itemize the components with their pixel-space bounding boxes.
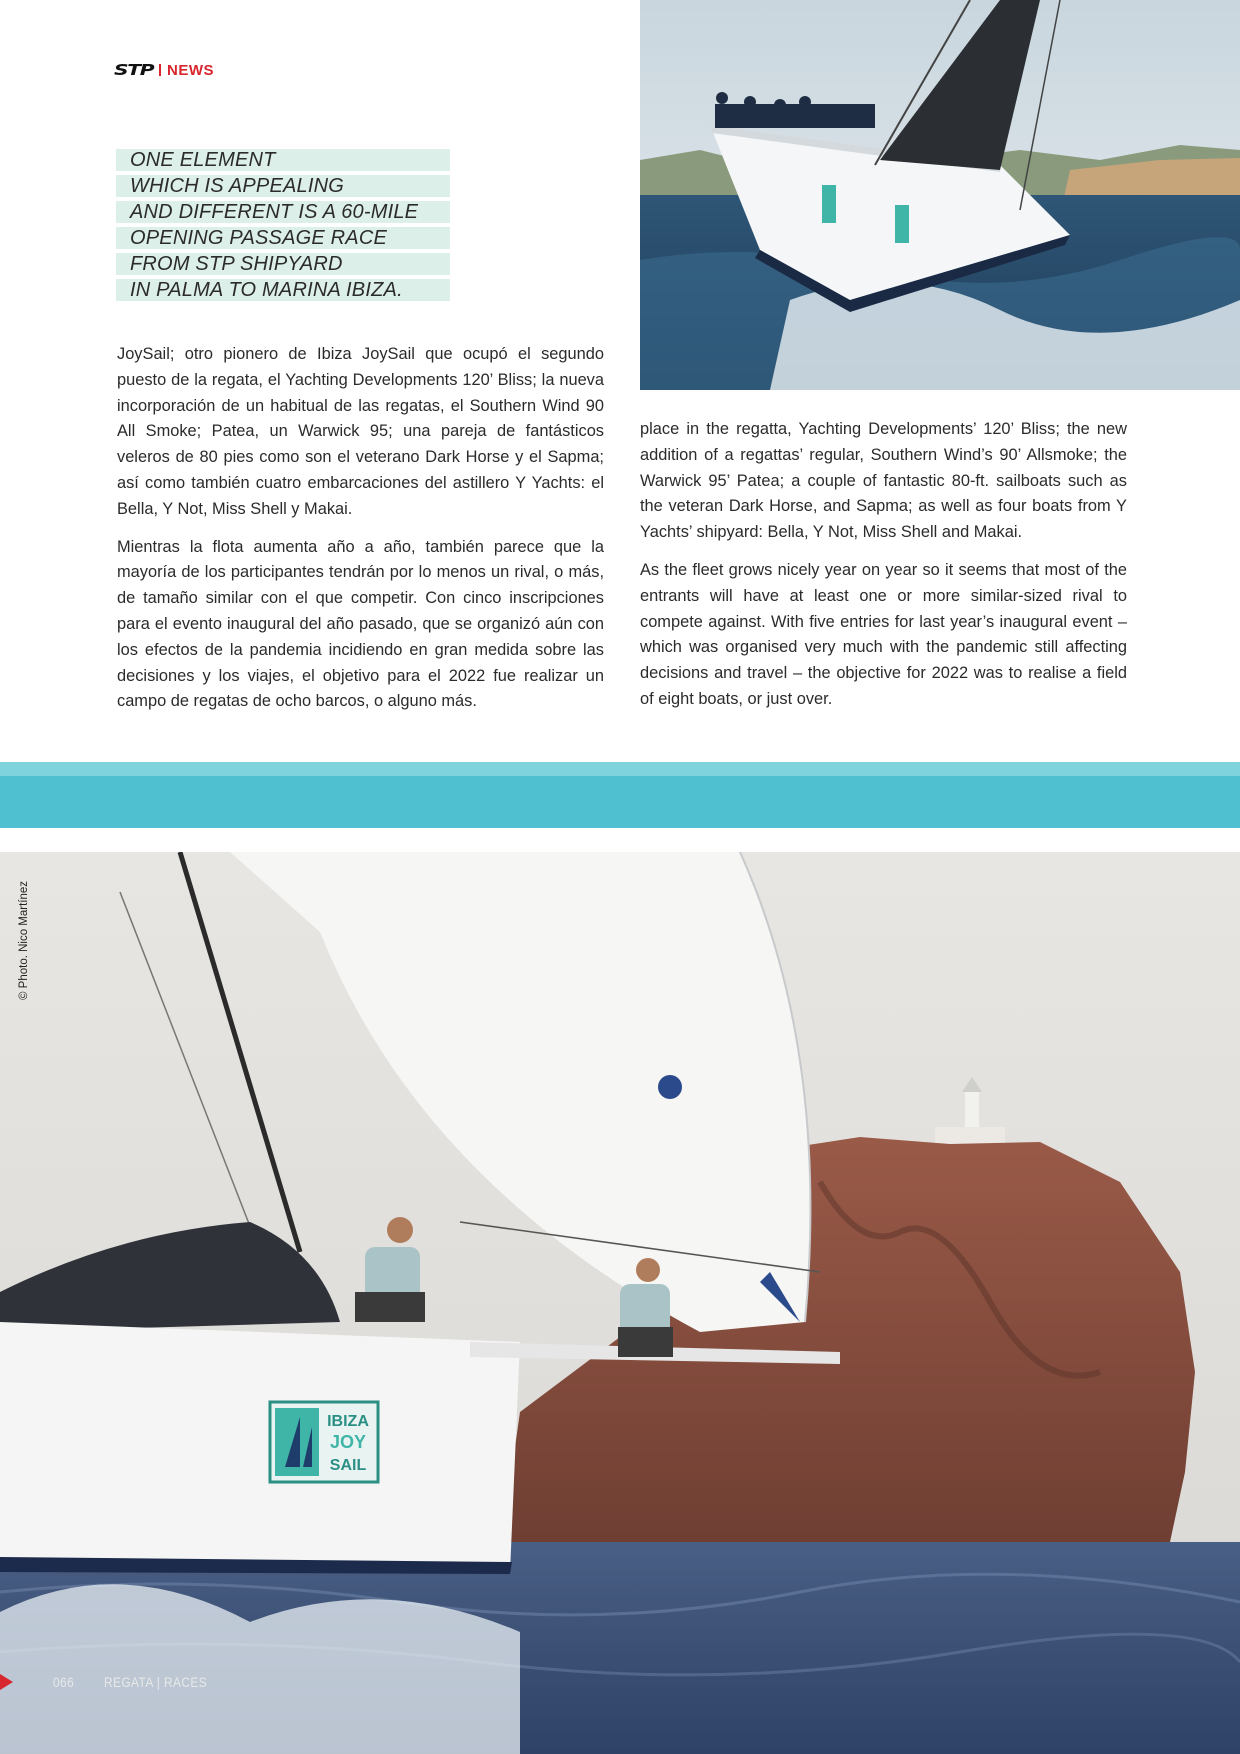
footer-section-label: REGATA | RACES — [103, 1674, 208, 1690]
footer-arrow-icon — [0, 1674, 13, 1690]
section-label: NEWS — [167, 61, 215, 79]
pull-quote-line: OPENING PASSAGE RACE — [116, 227, 450, 253]
hull-logo-line-3: SAIL — [329, 1457, 367, 1474]
header-separator — [159, 64, 161, 76]
hull-logo-line-2: JOY — [329, 1432, 367, 1452]
pull-quote — [116, 149, 450, 305]
english-paragraph-1: place in the regatta, Yachting Developments’ 120’ Bliss; the new addition of a regattas’ regular, Southern Wind’s 90’ Allsmoke; the Warwick 95’ Patea; a couple of fantastic 80-ft. sailboats such as the veteran Dark Horse, and Sapma; as well as four boats from Y Yachts’ shipyard: Bella, Y Not, Miss Shell and Makai. — [640, 420, 1127, 542]
spanish-paragraph-2: Mientras la flota aumenta año a año, también parece que la mayoría de los participantes tendrán por lo menos un rival, o más, de tamaño similar con el que competir. Con cinco inscripciones para el evento inaugural del año pasado, que se organizó aún con los efectos de la pandemia incidiendo en gran medida sobre las decisiones y los viajes, el objetivo para el 2022 fue realizar un campo de regatas de ocho barcos, o alguno más. — [117, 537, 604, 711]
spanish-paragraph-1: JoySail; otro pionero de Ibiza JoySail que ocupó el segundo puesto de la regata, el Yachting Developments 120’ Bliss; la nueva incorporación de un habitual de las regatas, el Southern Wind 90 All Smoke; Patea, un Warwick 95; una pareja de fantásticos veleros de 80 pies como son el veterano Dark Horse y el Sapma; así como también cuatro embarcaciones del astillero Y Yachts: el Bella, Y Not, Miss Shell y Makai. — [117, 345, 604, 518]
page-footer — [0, 1672, 225, 1692]
photo-credit: © Photo. Nico Martínez — [18, 880, 30, 1000]
spanish-column — [117, 342, 604, 727]
english-column — [640, 417, 1127, 725]
pull-quote-line: ONE ELEMENT — [116, 149, 450, 175]
pull-quote-line: FROM STP SHIPYARD — [116, 253, 450, 279]
pull-quote-line: AND DIFFERENT IS A 60-MILE — [116, 201, 450, 227]
stp-logo: STP — [114, 61, 154, 79]
hull-logo-line-1: IBIZA — [327, 1413, 369, 1430]
decorative-band-highlight — [0, 762, 1240, 776]
sailboat-photo-top — [640, 0, 1240, 390]
ibiza-joysail-hull-logo — [270, 1402, 378, 1482]
pull-quote-line: WHICH IS APPEALING — [116, 175, 450, 201]
page-header — [114, 62, 214, 78]
english-paragraph-2: As the fleet grows nicely year on year so it seems that most of the entrants will have at least one or more similar-sized rival to compete against. With five entries for last year’s inaugural event – which was organised very much with the pandemic still affecting decisions and travel – the objective for 2022 was to realise a field of eight boats, or just over. — [640, 560, 1127, 708]
page-number: 066 — [53, 1674, 75, 1690]
pull-quote-line: IN PALMA TO MARINA IBIZA. — [116, 279, 450, 305]
sailboat-photo-main — [0, 852, 1240, 1754]
